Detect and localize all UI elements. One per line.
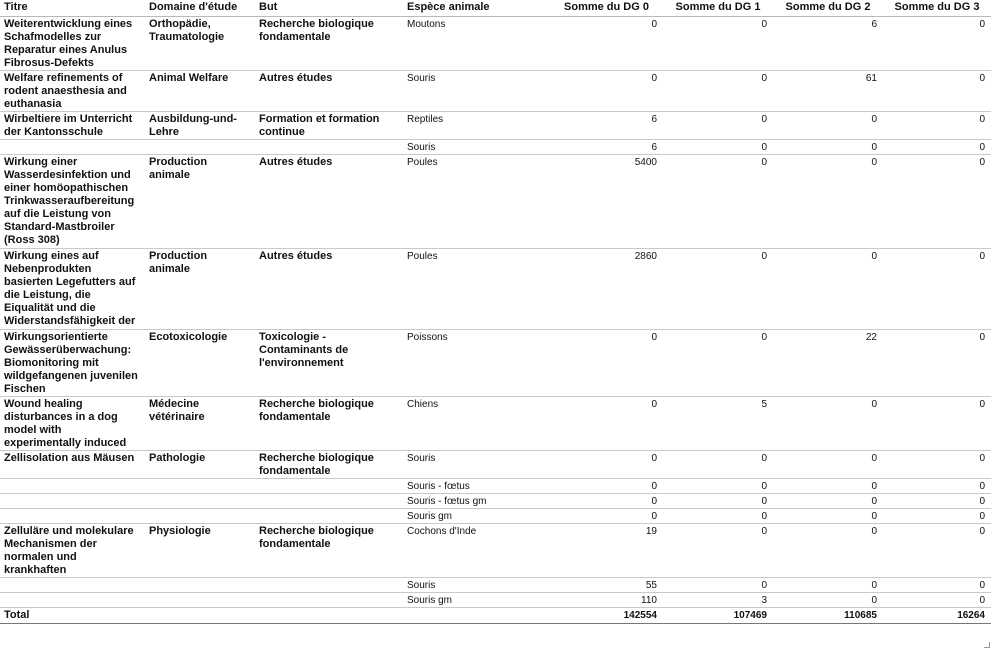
table-row xyxy=(0,397,991,451)
table-row xyxy=(0,593,991,608)
table-row xyxy=(0,524,991,578)
cell-but xyxy=(255,494,403,509)
cell-domaine xyxy=(145,479,255,494)
cell-but: Recherche biologique fondamentale xyxy=(255,451,403,479)
cell-dg1: 0 xyxy=(663,112,773,140)
cell-espece: Reptiles xyxy=(403,112,550,140)
cell-dg3: 0 xyxy=(883,524,991,578)
cell-titre: Wirkungsorientierte Gewässerüberwachung: Biomonitoring mit wildgefangenen juvenilen Fischen xyxy=(0,330,145,397)
cell-titre: Wound healing disturbances in a dog model with experimentally induced xyxy=(0,397,145,451)
cell-dg1: 0 xyxy=(663,17,773,71)
table-body xyxy=(0,17,991,608)
cell-but xyxy=(255,509,403,524)
cell-titre xyxy=(0,494,145,509)
cell-dg2: 0 xyxy=(773,112,883,140)
cell-dg3: 0 xyxy=(883,397,991,451)
cell-but: Toxicologie - Contaminants de l'environnement xyxy=(255,330,403,397)
cell-but xyxy=(255,140,403,155)
cell-dg3: 0 xyxy=(883,451,991,479)
header-row xyxy=(0,0,991,17)
column-header-dg3[interactable]: Somme du DG 3 xyxy=(883,0,991,17)
cell-dg0: 6 xyxy=(550,140,663,155)
cell-domaine: Ecotoxicologie xyxy=(145,330,255,397)
total-dg0: 142554 xyxy=(550,608,663,624)
cell-dg2: 0 xyxy=(773,140,883,155)
cell-dg0: 110 xyxy=(550,593,663,608)
total-row xyxy=(0,608,991,624)
cell-but: Recherche biologique fondamentale xyxy=(255,17,403,71)
cell-dg1: 0 xyxy=(663,494,773,509)
cell-but: Recherche biologique fondamentale xyxy=(255,524,403,578)
cell-domaine xyxy=(145,509,255,524)
column-header-titre[interactable]: Titre xyxy=(0,0,145,17)
cell-dg1: 0 xyxy=(663,249,773,330)
cell-dg0: 0 xyxy=(550,71,663,112)
cell-dg3: 0 xyxy=(883,17,991,71)
cell-domaine: Pathologie xyxy=(145,451,255,479)
column-header-domaine[interactable]: Domaine d'étude xyxy=(145,0,255,17)
table-row xyxy=(0,249,991,330)
cell-dg3: 0 xyxy=(883,593,991,608)
cell-dg2: 0 xyxy=(773,397,883,451)
cell-dg3: 0 xyxy=(883,112,991,140)
cell-dg3: 0 xyxy=(883,578,991,593)
table-row xyxy=(0,112,991,140)
cell-dg1: 0 xyxy=(663,71,773,112)
cell-dg0: 0 xyxy=(550,479,663,494)
cell-dg0: 0 xyxy=(550,17,663,71)
cell-dg2: 6 xyxy=(773,17,883,71)
table-row xyxy=(0,509,991,524)
cell-dg0: 0 xyxy=(550,494,663,509)
cell-dg3: 0 xyxy=(883,509,991,524)
table-row xyxy=(0,71,991,112)
cell-dg3: 0 xyxy=(883,494,991,509)
cell-dg1: 5 xyxy=(663,397,773,451)
cell-but xyxy=(255,578,403,593)
cell-espece: Poules xyxy=(403,155,550,249)
cell-but xyxy=(255,479,403,494)
cell-dg0: 6 xyxy=(550,112,663,140)
cell-espece: Souris xyxy=(403,578,550,593)
table-row xyxy=(0,17,991,71)
cell-but: Recherche biologique fondamentale xyxy=(255,397,403,451)
cell-dg0: 0 xyxy=(550,451,663,479)
cell-but: Autres études xyxy=(255,71,403,112)
cell-domaine: Médecine vétérinaire xyxy=(145,397,255,451)
cell-dg1: 3 xyxy=(663,593,773,608)
column-header-dg2[interactable]: Somme du DG 2 xyxy=(773,0,883,17)
total-dg3: 16264 xyxy=(883,608,991,624)
cell-but: Formation et formation continue xyxy=(255,112,403,140)
cell-dg0: 55 xyxy=(550,578,663,593)
cell-dg2: 0 xyxy=(773,479,883,494)
cell-titre: Zellisolation aus Mäusen xyxy=(0,451,145,479)
table-row xyxy=(0,479,991,494)
cell-espece: Chiens xyxy=(403,397,550,451)
total-dg2: 110685 xyxy=(773,608,883,624)
cell-domaine: Ausbildung-und-Lehre xyxy=(145,112,255,140)
cell-espece: Souris - fœtus xyxy=(403,479,550,494)
cell-domaine: Production animale xyxy=(145,249,255,330)
cell-titre xyxy=(0,479,145,494)
cell-dg1: 0 xyxy=(663,509,773,524)
cell-dg2: 22 xyxy=(773,330,883,397)
cell-dg1: 0 xyxy=(663,524,773,578)
column-header-dg0[interactable]: Somme du DG 0 xyxy=(550,0,663,17)
cell-dg2: 0 xyxy=(773,155,883,249)
resize-grip[interactable] xyxy=(984,642,990,648)
cell-titre: Wirkung eines auf Nebenprodukten basierten Legefutters auf die Leistung, die Eiqualität und die Widerstandsfähigkeit der xyxy=(0,249,145,330)
cell-dg2: 0 xyxy=(773,524,883,578)
cell-dg1: 0 xyxy=(663,451,773,479)
cell-espece: Poissons xyxy=(403,330,550,397)
cell-espece: Souris xyxy=(403,71,550,112)
cell-domaine: Production animale xyxy=(145,155,255,249)
total-dg1: 107469 xyxy=(663,608,773,624)
cell-dg2: 0 xyxy=(773,578,883,593)
cell-dg1: 0 xyxy=(663,140,773,155)
cell-dg0: 2860 xyxy=(550,249,663,330)
cell-espece: Souris gm xyxy=(403,509,550,524)
cell-dg1: 0 xyxy=(663,479,773,494)
cell-domaine: Physiologie xyxy=(145,524,255,578)
cell-dg3: 0 xyxy=(883,155,991,249)
cell-titre xyxy=(0,593,145,608)
column-header-but[interactable]: But xyxy=(255,0,403,17)
cell-dg2: 0 xyxy=(773,451,883,479)
cell-titre: Wirkung einer Wasserdesinfektion und einer homöopathischen Trinkwasseraufbereitung auf die Leistung von Standard-Mastbroiler (Ross 308) xyxy=(0,155,145,249)
cell-domaine xyxy=(145,494,255,509)
cell-but xyxy=(255,593,403,608)
cell-dg0: 0 xyxy=(550,330,663,397)
cell-dg0: 19 xyxy=(550,524,663,578)
cell-espece: Moutons xyxy=(403,17,550,71)
cell-dg2: 0 xyxy=(773,509,883,524)
cell-titre: Weiterentwicklung eines Schafmodelles zur Reparatur eines Anulus Fibrosus-Defekts xyxy=(0,17,145,71)
cell-dg3: 0 xyxy=(883,479,991,494)
cell-but: Autres études xyxy=(255,249,403,330)
table-row xyxy=(0,330,991,397)
cell-dg3: 0 xyxy=(883,140,991,155)
table-row xyxy=(0,451,991,479)
cell-espece: Souris gm xyxy=(403,593,550,608)
column-header-espece[interactable]: Espèce animale xyxy=(403,0,550,17)
cell-titre: Wirbeltiere im Unterricht der Kantonsschule xyxy=(0,112,145,140)
cell-dg2: 0 xyxy=(773,593,883,608)
cell-espece: Souris xyxy=(403,140,550,155)
cell-dg0: 0 xyxy=(550,509,663,524)
cell-domaine xyxy=(145,578,255,593)
cell-espece: Souris xyxy=(403,451,550,479)
table-row xyxy=(0,155,991,249)
cell-dg3: 0 xyxy=(883,249,991,330)
cell-dg3: 0 xyxy=(883,71,991,112)
cell-titre xyxy=(0,509,145,524)
cell-domaine xyxy=(145,593,255,608)
cell-dg0: 0 xyxy=(550,397,663,451)
table-row xyxy=(0,494,991,509)
cell-titre: Zelluläre und molekulare Mechanismen der normalen und krankhaften xyxy=(0,524,145,578)
cell-dg1: 0 xyxy=(663,330,773,397)
cell-dg1: 0 xyxy=(663,578,773,593)
cell-domaine: Animal Welfare xyxy=(145,71,255,112)
cell-titre: Welfare refinements of rodent anaesthesia and euthanasia xyxy=(0,71,145,112)
table-row xyxy=(0,578,991,593)
cell-domaine xyxy=(145,140,255,155)
cell-dg2: 0 xyxy=(773,494,883,509)
cell-dg2: 0 xyxy=(773,249,883,330)
cell-espece: Cochons d'Inde xyxy=(403,524,550,578)
table-row xyxy=(0,140,991,155)
cell-dg2: 61 xyxy=(773,71,883,112)
total-label: Total xyxy=(0,608,145,624)
cell-espece: Poules xyxy=(403,249,550,330)
column-header-dg1[interactable]: Somme du DG 1 xyxy=(663,0,773,17)
cell-titre xyxy=(0,140,145,155)
cell-dg3: 0 xyxy=(883,330,991,397)
cell-dg0: 5400 xyxy=(550,155,663,249)
cell-espece: Souris - fœtus gm xyxy=(403,494,550,509)
cell-titre xyxy=(0,578,145,593)
cell-domaine: Orthopädie, Traumatologie xyxy=(145,17,255,71)
cell-but: Autres études xyxy=(255,155,403,249)
cell-dg1: 0 xyxy=(663,155,773,249)
